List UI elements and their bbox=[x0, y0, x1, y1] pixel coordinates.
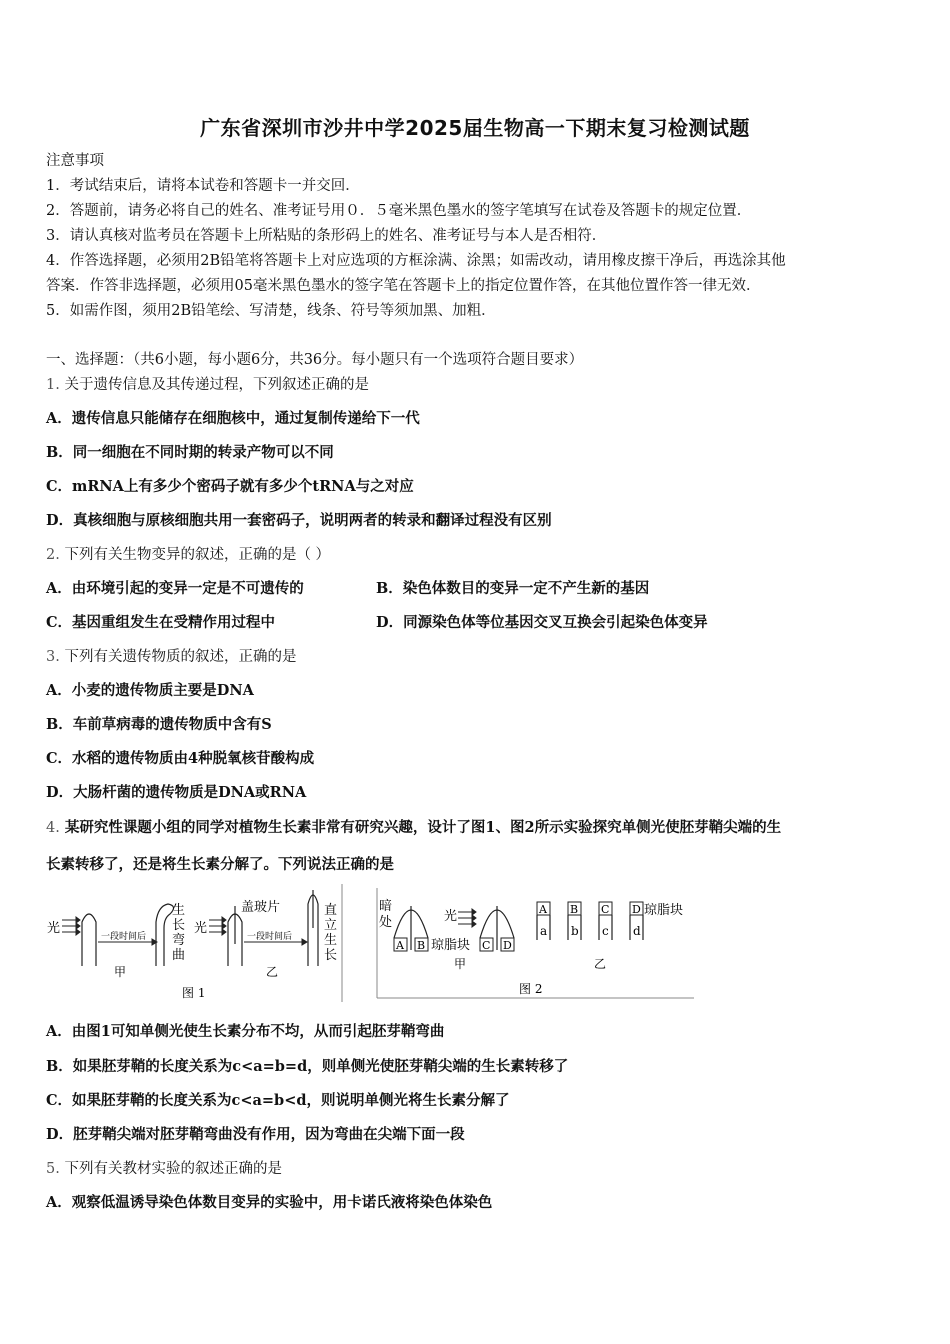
block-label: A bbox=[396, 939, 404, 952]
block-label: B bbox=[417, 939, 426, 952]
coleoptile-label: d bbox=[633, 924, 641, 938]
q4-option-c: C．如果胚芽鞘的长度关系为c<a=b<d，则说明单侧光将生长素分解了 bbox=[46, 1092, 510, 1109]
fig2-jia-label: 甲 bbox=[454, 957, 467, 971]
q3-option-c: C．水稻的遗传物质由4种脱氧核苷酸构成 bbox=[46, 750, 315, 767]
q4-option-a: A．由图1可知单侧光使生长素分布不均，从而引起胚芽鞘弯曲 bbox=[46, 1023, 445, 1040]
coleoptile-shape bbox=[82, 914, 96, 966]
fig2-agar-label: 琼脂块 bbox=[644, 903, 684, 918]
coleoptile-label: b bbox=[571, 924, 579, 938]
page-title: 广东省深圳市沙井中学2025届生物高一下期末复习检测试题 bbox=[200, 116, 750, 140]
notice-heading: 注意事项 bbox=[46, 153, 104, 169]
q4-option-b: B．如果胚芽鞘的长度关系为c<a=b=d，则单侧光使胚芽鞘尖端的生长素转移了 bbox=[46, 1058, 569, 1075]
question-number: 1. bbox=[46, 377, 60, 393]
q3-option-b: B．车前草病毒的遗传物质中含有S bbox=[46, 716, 272, 733]
bent-coleoptile-shape bbox=[156, 904, 174, 966]
question-1-stem bbox=[46, 375, 369, 395]
fig2-caption: 图 2 bbox=[519, 982, 543, 996]
notice-item: 5．如需作图，须用2B铅笔绘、写清楚，线条、符号等须加黑、加粗． bbox=[46, 303, 496, 319]
coleoptile-label: c bbox=[602, 924, 609, 938]
fig1-mica-label: 盖玻片 bbox=[241, 900, 281, 915]
fig1-straight-char: 立 bbox=[324, 918, 338, 933]
q5-option-a: A．观察低温诱导染色体数目变异的实验中，用卡诺氏液将染色体染色 bbox=[46, 1194, 493, 1211]
q2-option-d: D．同源染色体等位基因交叉互换会引起染色体变异 bbox=[376, 614, 708, 631]
light-arrows-icon bbox=[62, 917, 80, 935]
section-heading: 一、选择题：（共6小题，每小题6分，共36分。每小题只有一个选项符合题目要求） bbox=[46, 352, 584, 368]
fig2-dark-char: 处 bbox=[379, 915, 393, 930]
notice-item: 1．考试结束后，请将本试卷和答题卡一并交回． bbox=[46, 178, 360, 194]
q2-option-a: A．由环境引起的变异一定是不可遗传的 bbox=[46, 580, 304, 597]
question-number: 2. bbox=[46, 547, 60, 563]
question-text: 某研究性课题小组的同学对植物生长素非常有研究兴趣，设计了图1、图2所示实验探究单侧光使胚芽鞘尖端的生 bbox=[64, 819, 782, 836]
question-number: 4. bbox=[46, 820, 60, 836]
block-label: A bbox=[539, 903, 547, 916]
question-4-stem bbox=[46, 818, 781, 838]
question-2-stem bbox=[46, 545, 330, 565]
fig1-bend-char: 曲 bbox=[172, 948, 186, 963]
q4-option-d: D．胚芽鞘尖端对胚芽鞘弯曲没有作用，因为弯曲在尖端下面一段 bbox=[46, 1126, 465, 1143]
question-number: 3. bbox=[46, 649, 60, 665]
q3-option-a: A．小麦的遗传物质主要是DNA bbox=[46, 682, 254, 699]
fig1-straight-char: 长 bbox=[324, 948, 338, 963]
question-text: 关于遗传信息及其传递过程，下列叙述正确的是 bbox=[64, 377, 369, 393]
question-text: 下列有关教材实验的叙述正确的是 bbox=[64, 1161, 282, 1177]
coleoptile-label: a bbox=[540, 924, 548, 938]
fig1-light-label: 光 bbox=[47, 921, 61, 936]
fig1-straight-char: 直 bbox=[324, 903, 338, 918]
notice-item: 2．答题前，请务必将自己的姓名、准考证号用０．５毫米黑色墨水的签字笔填写在试卷及答题卡的规定位置． bbox=[46, 203, 752, 219]
fig1-wait-label: 一段时间后 bbox=[101, 932, 147, 942]
question-4-stem-cont: 长素转移了，还是将生长素分解了。下列说法正确的是 bbox=[46, 856, 394, 873]
fig2-agar-label: 琼脂块 bbox=[431, 938, 471, 953]
notice-item: 3．请认真核对监考员在答题卡上所粘贴的条形码上的姓名、准考证号与本人是否相符． bbox=[46, 228, 607, 244]
fig2-yi-label: 乙 bbox=[594, 957, 607, 971]
q2-option-c: C．基因重组发生在受精作用过程中 bbox=[46, 614, 276, 631]
block-label: C bbox=[482, 939, 491, 952]
fig2-light-label: 光 bbox=[444, 909, 458, 924]
notice-item: 答案．作答非选择题，必须用05毫米黑色墨水的签字笔在答题卡上的指定位置作答，在其他位置作答一律无效． bbox=[46, 278, 761, 294]
block-label: B bbox=[570, 903, 579, 916]
fig1-caption: 图 1 bbox=[182, 986, 206, 1000]
q2-option-b: B．染色体数目的变异一定不产生新的基因 bbox=[376, 580, 650, 597]
fig1-jia-label: 甲 bbox=[114, 965, 127, 979]
q1-option-b: B．同一细胞在不同时期的转录产物可以不同 bbox=[46, 444, 334, 461]
fig1-straight-char: 生 bbox=[324, 933, 338, 948]
fig1-light-label: 光 bbox=[194, 921, 208, 936]
light-arrows-icon bbox=[458, 909, 476, 927]
q1-option-c: C．mRNA上有多少个密码子就有多少个tRNA与之对应 bbox=[46, 478, 414, 495]
fig1-yi-label: 乙 bbox=[266, 965, 279, 979]
question-text: 下列有关生物变异的叙述，正确的是（ ） bbox=[64, 547, 331, 563]
q1-option-a: A．遗传信息只能储存在细胞核中，通过复制传递给下一代 bbox=[46, 410, 420, 427]
fig1-bend-char: 弯 bbox=[172, 933, 186, 948]
fig1-wait-label: 一段时间后 bbox=[247, 932, 293, 942]
block-label: D bbox=[503, 939, 512, 952]
block-label: C bbox=[601, 903, 610, 916]
q1-option-d: D．真核细胞与原核细胞共用一套密码子，说明两者的转录和翻译过程没有区别 bbox=[46, 512, 552, 529]
notice-item: 4．作答选择题，必须用2B铅笔将答题卡上对应选项的方框涂满、涂黑；如需改动，请用橡皮擦干净后，再选涂其他 bbox=[46, 253, 786, 269]
block-label: D bbox=[632, 903, 641, 916]
figure-1 bbox=[44, 884, 344, 1002]
question-5-stem bbox=[46, 1159, 282, 1179]
question-number: 5. bbox=[46, 1161, 60, 1177]
light-arrows-icon bbox=[209, 917, 226, 935]
question-3-stem bbox=[46, 647, 296, 667]
fig1-bend-char: 生 bbox=[172, 903, 186, 918]
question-text: 下列有关遗传物质的叙述，正确的是 bbox=[64, 649, 297, 665]
q3-option-d: D．大肠杆菌的遗传物质是DNA或RNA bbox=[46, 784, 307, 801]
fig1-bend-char: 长 bbox=[172, 918, 186, 933]
fig2-dark-char: 暗 bbox=[379, 899, 393, 914]
figure-2 bbox=[376, 888, 696, 1000]
